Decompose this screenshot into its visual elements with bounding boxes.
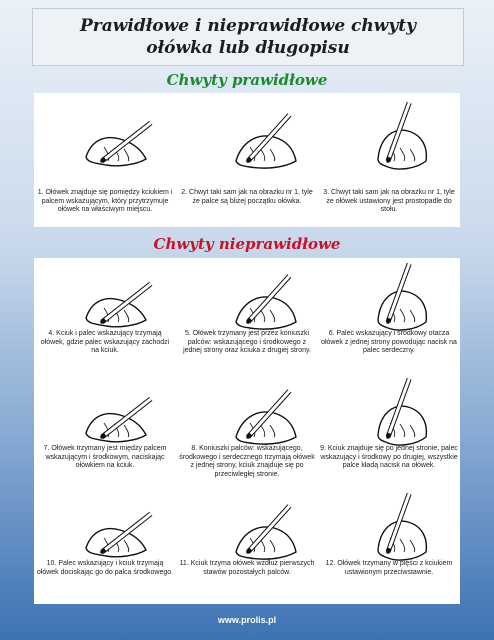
incorrect-grip-caption: 11. Kciuk trzyma ołówek wzdłuż pierwszych stawów pozostałych palców. (179, 560, 315, 576)
footer-url: www.prolis.pl (217, 615, 277, 625)
correct-grip-caption: 1. Ołówek znajduje się pomiędzy kciukiem i palcem wskazującym, który przytrzymuje ołówek na właściwym miejscu. (37, 189, 173, 213)
title-line-2: ołówka lub długopisu (146, 38, 350, 58)
hand-pencil-grip-icon (42, 99, 168, 185)
incorrect-grip-caption: 6. Palec wskazujący i środkowy otacza ołówek z jednej strony powodując nacisk na palec serdeczny. (321, 330, 457, 354)
incorrect-grip-item (176, 488, 318, 603)
correct-grip-caption: 2. Chwyt taki sam jak na obrazku nr 1, tyle że palce są bliżej początku ołówka. (181, 189, 313, 205)
incorrect-grip-item (34, 488, 176, 603)
incorrect-grip-item (176, 373, 318, 488)
correct-grip-item (34, 93, 176, 227)
incorrect-grip-caption: 9. Kciuk znajduje się po jednej stronie, palec wskazujący i środkowy po drugiej, wszystkie palce kładą nacisk na ołówek. (320, 445, 458, 469)
title-line-1: Prawidłowe i nieprawidłowe chwyty (79, 16, 417, 36)
hand-pencil-grip-icon (184, 99, 310, 185)
incorrect-grip-item (318, 488, 460, 603)
correct-grip-item (176, 93, 318, 227)
incorrect-grip-item (34, 373, 176, 488)
incorrect-grip-item (34, 258, 176, 373)
title-box (32, 8, 464, 66)
correct-grips-panel (34, 93, 460, 227)
incorrect-grips-heading: Chwyty nieprawidłowe (153, 235, 341, 253)
incorrect-grip-caption: 10. Palec wskazujący i kciuk trzymają ołówek dociskając go do palca środkowego. (36, 560, 174, 576)
incorrect-grip-item (176, 258, 318, 373)
incorrect-grip-caption: 5. Ołówek trzymany jest przez koniuszki palców: wskazującego i środkowego z jednej strony oraz kciuka z drugiej strony. (183, 330, 311, 354)
incorrect-grips-panel (34, 258, 460, 604)
correct-grips-heading: Chwyty prawidłowe (166, 71, 328, 89)
incorrect-grip-caption: 12. Ołówek trzymany w pięści z kciukiem ustawionym przeciwstawnie. (325, 560, 453, 576)
correct-grip-item (318, 93, 460, 227)
incorrect-grip-caption: 4. Kciuk i palec wskazujący trzymają ołówek, gdzie palec wskazujący zachodzi na kciuk. (40, 330, 170, 354)
hand-pencil-grip-icon (326, 99, 452, 185)
incorrect-grip-item (318, 258, 460, 373)
incorrect-grip-caption: 7. Ołówek trzymany jest między palcem wskazującym i środkowym, naciskając ołówkiem na kciuk. (43, 445, 167, 469)
correct-grip-caption: 3. Chwyt taki sam jak na obrazku nr 1, tyle że ołówek ustawiony jest prostopadle do stołu. (323, 189, 455, 213)
incorrect-grip-caption: 8. Koniuszki palców: wskazującego, środkowego i serdecznego trzymają ołówek z jednej strony, kciuk znajduje się po przeciwległej stronie. (179, 445, 315, 478)
incorrect-grip-item (318, 373, 460, 488)
